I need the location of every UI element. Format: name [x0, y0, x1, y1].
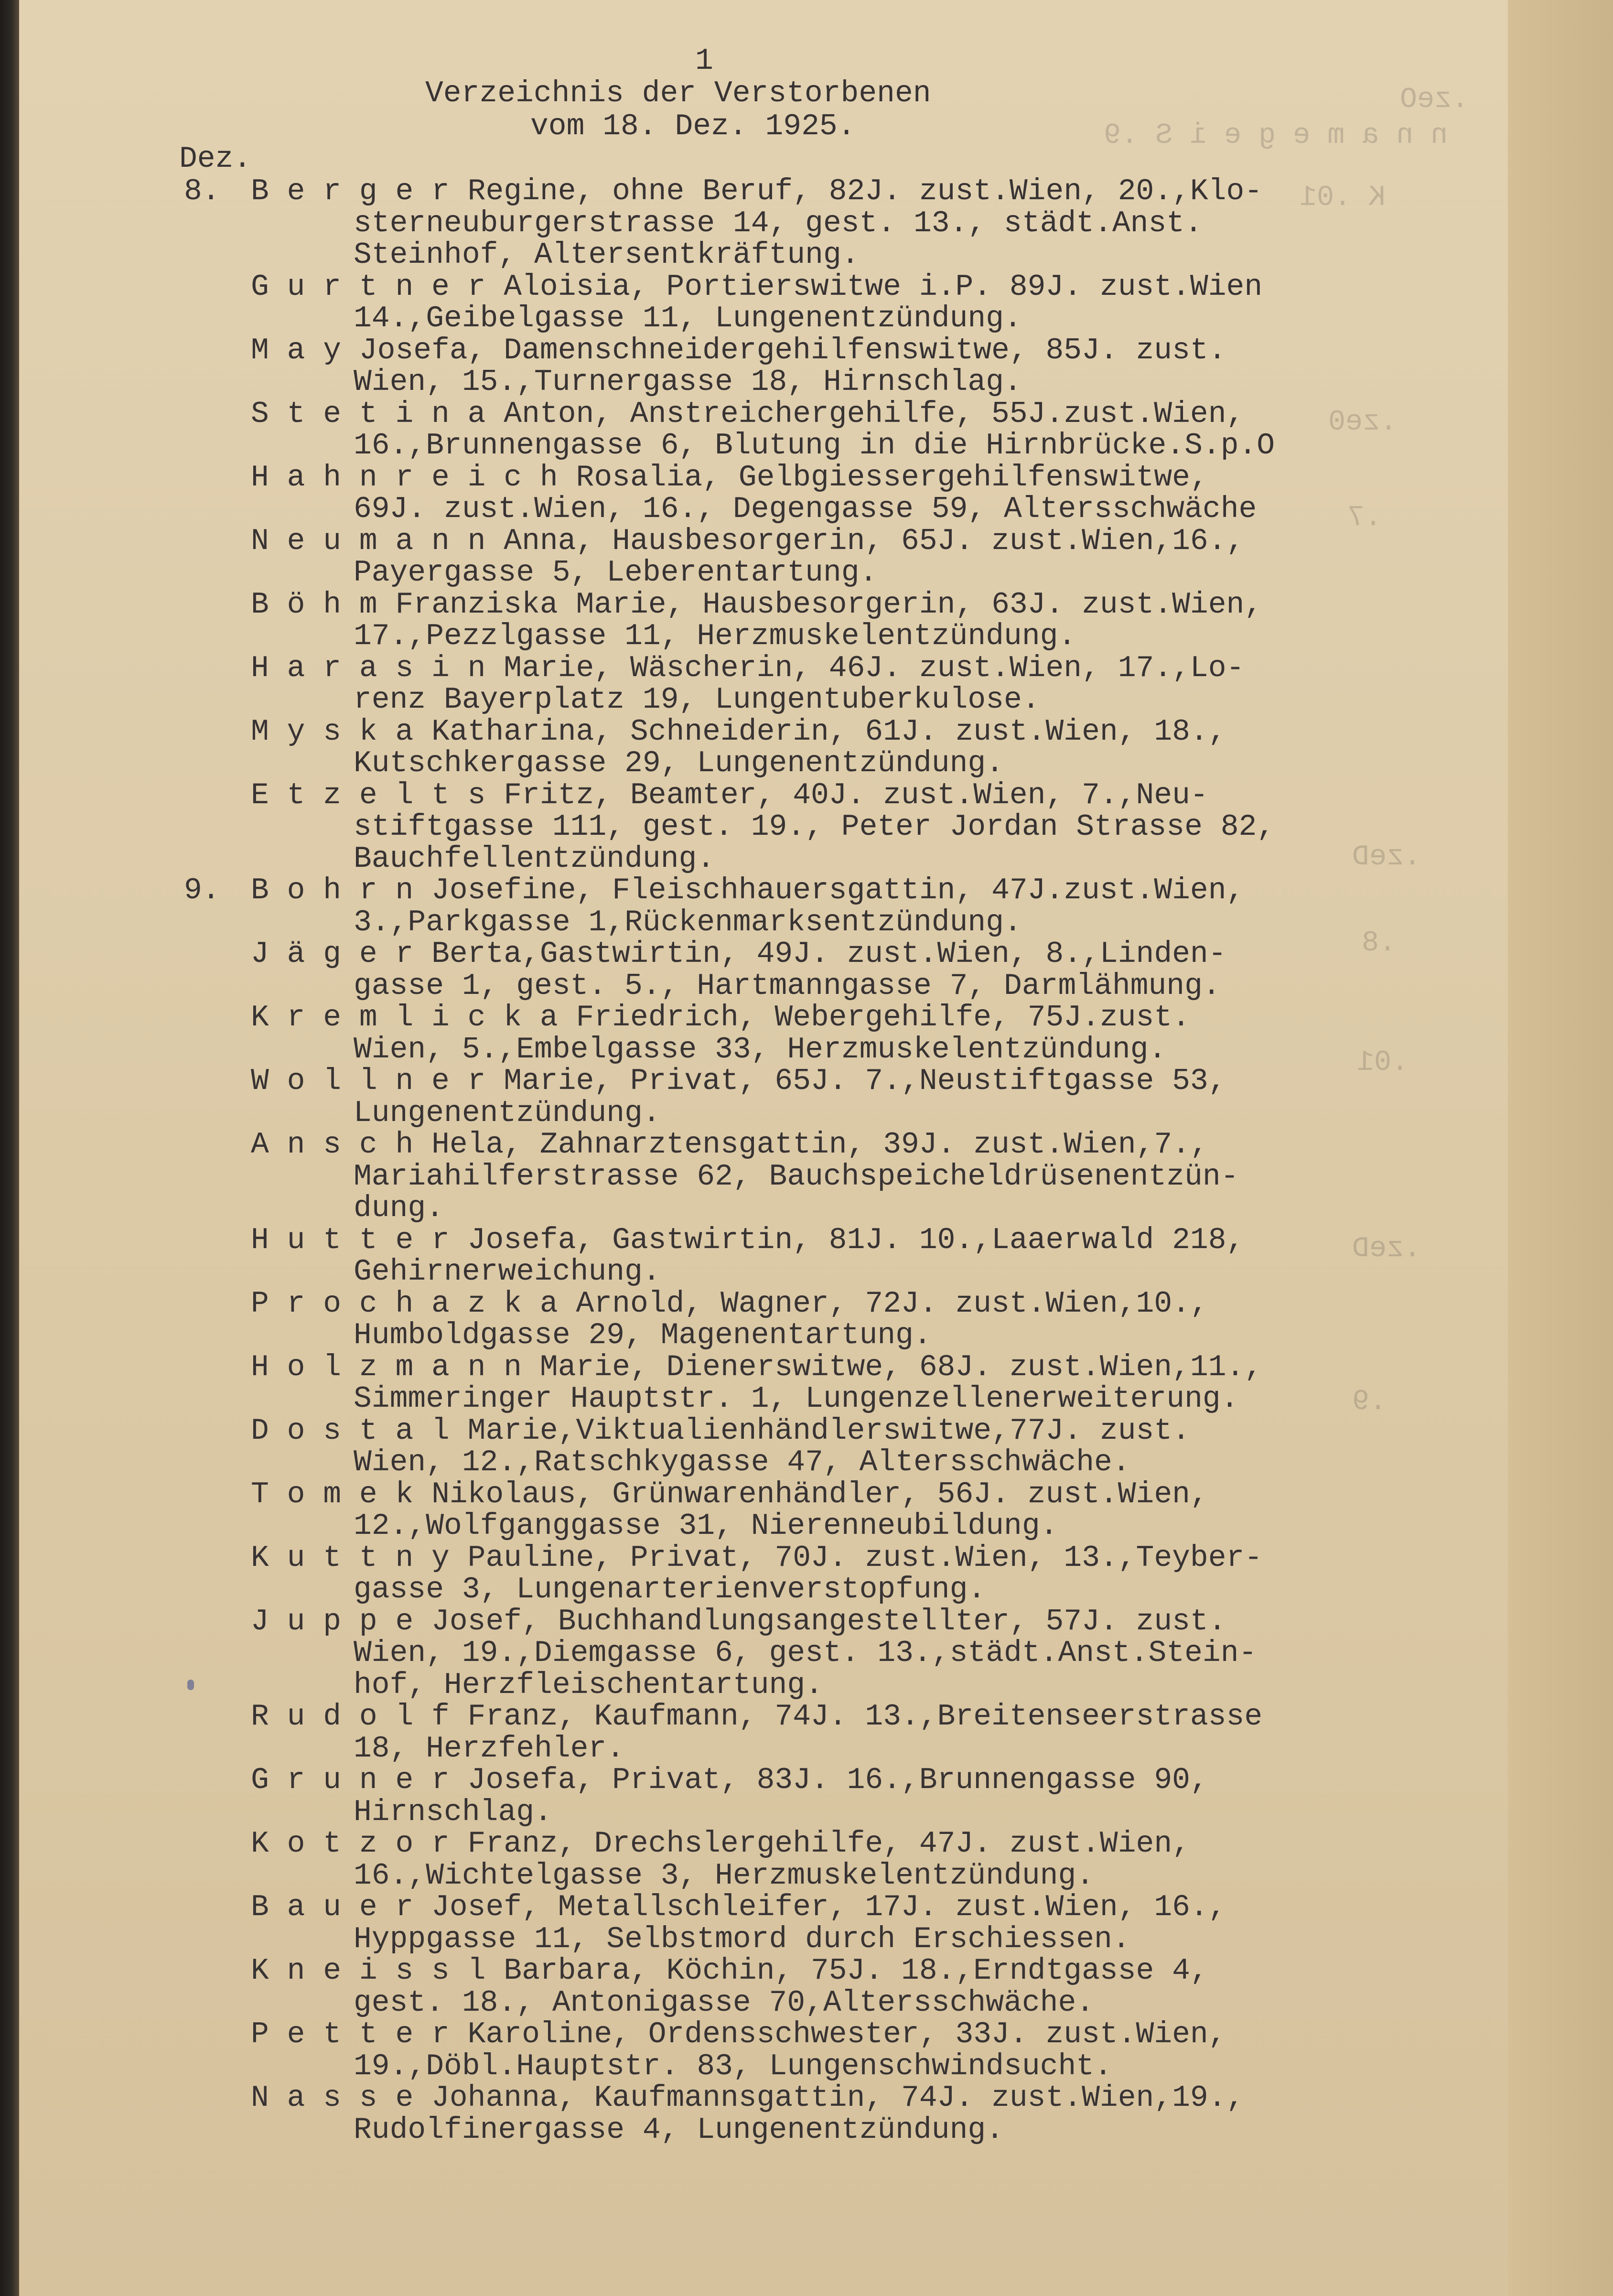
entry-first-line	[251, 2082, 1244, 2114]
entry-details: Josef, Buchhandlungsangestellter, 57J. zust.	[413, 1604, 1226, 1638]
show-through-mark: .zeO	[1400, 84, 1469, 116]
entry-first-line	[251, 1002, 1190, 1034]
entry-first-line	[251, 1606, 1226, 1638]
entry-continuation-line: Wien, 5.,Embelgasse 33, Herzmuskelentzündung.	[354, 1032, 1167, 1067]
entry-surname: B a u e r	[251, 1890, 414, 1924]
entry-continuation-line: gasse 1, gest. 5., Hartmanngasse 7, Darmlähmung.	[354, 969, 1221, 1003]
entry-continuation-line: 16.,Wichtelgasse 3, Herzmuskelentzündung.	[354, 1858, 1095, 1893]
entry-surname: R u d o l f	[251, 1700, 450, 1734]
entry-details: Rosalia, Gelbgiessergehilfenswitwe,	[558, 460, 1208, 495]
entry-details: Johanna, Kaufmannsgattin, 74J. zust.Wien,19.,	[413, 2081, 1245, 2115]
entry-continuation-line: stiftgasse 111, gest. 19., Peter Jordan Strasse 82,	[354, 810, 1275, 844]
show-through-mark: n n a m e g e i S .9	[1104, 119, 1448, 152]
entry-first-line	[251, 938, 1226, 970]
entry-details: Barbara, Köchin, 75J. 18.,Erndtgasse 4,	[485, 1954, 1208, 1988]
entry-first-line	[251, 176, 1262, 208]
entry-details: Arnold, Wagner, 72J. zust.Wien,10.,	[558, 1286, 1208, 1321]
entry-first-line	[251, 1765, 1208, 1797]
entry-surname: P r o c h a z k a	[251, 1286, 558, 1321]
entry-details: Franziska Marie, Hausbesorgerin, 63J. zust.Wien,	[377, 587, 1263, 622]
entry-continuation-line: Simmeringer Hauptstr. 1, Lungenzellenerweiterung.	[354, 1382, 1239, 1416]
entry-first-line	[251, 716, 1226, 748]
show-through-mark: .ze0	[1328, 406, 1398, 439]
entry-first-line	[251, 1479, 1208, 1511]
entry-surname: A n s c h	[251, 1128, 414, 1162]
entry-continuation-line: Hyppgasse 11, Selbstmord durch Erschiessen.	[354, 1922, 1130, 1956]
entry-continuation-line: Wien, 15.,Turnergasse 18, Hirnschlag.	[354, 365, 1022, 399]
entry-details: Fritz, Beamter, 40J. zust.Wien, 7.,Neu-	[485, 778, 1208, 812]
entry-details: Josefa, Gastwirtin, 81J. 10.,Laaerwald 218,	[449, 1223, 1245, 1257]
entry-surname: N a s s e	[251, 2081, 414, 2115]
entry-surname: H a h n r e i c h	[251, 460, 558, 495]
entry-continuation-line: Steinhof, Altersentkräftung.	[354, 238, 860, 272]
entry-first-line	[251, 1415, 1190, 1447]
entry-continuation-line: Humboldgasse 29, Magenentartung.	[354, 1318, 932, 1352]
entry-surname: M y s k a	[251, 714, 414, 749]
entry-surname: J ä g e r	[251, 937, 414, 971]
entry-surname: H o l z m a n n	[251, 1350, 522, 1384]
entry-continuation-line: Bauchfellentzündung.	[354, 841, 715, 876]
entry-details: Anna, Hausbesorgerin, 65J. zust.Wien,16.,	[485, 524, 1245, 558]
entry-surname: G u r t n e r	[251, 269, 486, 304]
entry-surname: M a y	[251, 333, 342, 367]
typed-document	[19, 0, 1510, 2296]
entry-surname: K o t z o r	[251, 1827, 450, 1861]
entry-details: Josefine, Fleischhauersgattin, 47J.zust.Wien,	[413, 873, 1245, 907]
entry-continuation-line: 14.,Geibelgasse 11, Lungenentzündung.	[354, 302, 1022, 335]
entry-first-line	[251, 335, 1226, 367]
entry-details: Marie, Dienerswitwe, 68J. zust.Wien,11.,	[522, 1350, 1263, 1384]
entry-surname: K n e i s s l	[251, 1954, 486, 1988]
entry-continuation-line: Lungenentzündung.	[354, 1096, 661, 1130]
month-heading: Dez.	[179, 142, 252, 176]
entry-first-line	[251, 589, 1262, 621]
entry-first-line	[251, 2019, 1226, 2051]
entry-details: Franz, Kaufmann, 74J. 13.,Breitenseerstrasse	[449, 1700, 1263, 1734]
entry-details: Hela, Zahnarztensgattin, 39J. zust.Wien,7.,	[413, 1128, 1208, 1162]
entry-details: Katharina, Schneiderin, 61J. zust.Wien, 18.,	[413, 714, 1226, 749]
entry-first-line	[251, 271, 1262, 303]
entry-surname: W o l l n e r	[251, 1064, 486, 1098]
entry-continuation-line: sterneuburgerstrasse 14, gest. 13., städt.Anst.	[354, 206, 1203, 240]
entry-details: Marie,Viktualienhändlerswitwe,77J. zust.	[449, 1413, 1190, 1448]
show-through-mark: .7	[1347, 502, 1382, 534]
book-binding	[0, 0, 19, 2296]
entry-day: 9.	[184, 873, 220, 907]
entry-surname: K u t t n y	[251, 1541, 450, 1575]
show-through-mark: .9	[1352, 1386, 1387, 1418]
entry-details: Franz, Drechslergehilfe, 47J. zust.Wien,	[449, 1827, 1190, 1861]
entry-details: Aloisia, Portierswitwe i.P. 89J. zust.Wien	[485, 269, 1263, 304]
show-through-mark: .01	[1357, 1046, 1409, 1079]
entry-continuation-line: Rudolfinergasse 4, Lungenentzündung.	[354, 2113, 1004, 2147]
entry-first-line	[251, 1129, 1208, 1161]
entry-continuation-line: gest. 18., Antonigasse 70,Altersschwäche.	[354, 1985, 1095, 2020]
entry-surname: K r e m l i c k a	[251, 1001, 558, 1035]
entry-surname: B ö h m	[251, 587, 377, 622]
document-title: Verzeichnis der Verstorbenen	[425, 76, 931, 110]
entry-continuation-line: 18, Herzfehler.	[354, 1731, 625, 1766]
entry-first-line	[251, 1225, 1244, 1257]
entry-details: Friedrich, Webergehilfe, 75J.zust.	[558, 1001, 1190, 1035]
entry-continuation-line: Payergasse 5, Leberentartung.	[354, 556, 878, 590]
show-through-mark: .zeD	[1352, 841, 1421, 873]
entry-first-line	[251, 653, 1244, 685]
entry-first-line	[251, 399, 1244, 431]
entry-first-line	[251, 875, 1244, 907]
entry-day: 8.	[184, 174, 220, 208]
entry-continuation-line: 69J. zust.Wien, 16., Degengasse 59, Altersschwäche	[354, 492, 1257, 526]
show-through-mark: K .01	[1300, 182, 1386, 214]
entry-details: Regine, ohne Beruf, 82J. zust.Wien, 20.,Klo-	[449, 174, 1263, 208]
show-through-mark: .8	[1362, 927, 1397, 959]
show-through-mark: .zeD	[1352, 1233, 1421, 1265]
entry-first-line	[251, 1352, 1262, 1384]
entry-details: Karoline, Ordensschwester, 33J. zust.Wien,	[449, 2017, 1226, 2051]
entry-details: Josefa, Damenschneidergehilfenswitwe, 85J. zust.	[341, 333, 1226, 367]
entry-surname: S t e t i n a	[251, 397, 486, 431]
entry-first-line	[251, 1828, 1190, 1860]
entry-details: Josefa, Privat, 83J. 16.,Brunnengasse 90,	[449, 1763, 1208, 1797]
entry-continuation-line: gasse 3, Lungenarterienverstopfung.	[354, 1573, 986, 1606]
entry-first-line	[251, 1892, 1226, 1924]
entry-surname: P e t t e r	[251, 2017, 450, 2051]
entry-surname: E t z e l t s	[251, 778, 486, 812]
entry-continuation-line: Mariahilferstrasse 62, Bauchspeicheldrüsenentzün-	[354, 1159, 1239, 1194]
entry-first-line	[251, 1288, 1208, 1320]
entry-first-line	[251, 1701, 1262, 1733]
entry-first-line	[251, 780, 1208, 812]
entry-continuation-line: 19.,Döbl.Hauptstr. 83, Lungenschwindsucht.	[354, 2049, 1112, 2083]
entry-surname: B o h r n	[251, 873, 414, 907]
entry-details: Josef, Metallschleifer, 17J. zust.Wien, 16.,	[413, 1890, 1226, 1924]
facing-page-edge	[1508, 0, 1613, 2296]
entry-details: Marie, Privat, 65J. 7.,Neustiftgasse 53,	[485, 1064, 1226, 1098]
entry-surname: H a r a s i n	[251, 651, 486, 685]
entry-continuation-line: dung.	[354, 1191, 444, 1225]
entry-details: Anton, Anstreichergehilfe, 55J.zust.Wien,	[485, 397, 1245, 431]
entry-details: Berta,Gastwirtin, 49J. zust.Wien, 8.,Linden-	[413, 937, 1226, 971]
entry-first-line	[251, 1955, 1208, 1987]
entry-surname: B e r g e r	[251, 174, 450, 208]
document-date: vom 18. Dez. 1925.	[530, 109, 856, 143]
entry-first-line	[251, 1066, 1226, 1098]
entry-continuation-line: Hirnschlag.	[354, 1795, 552, 1829]
entry-surname: H u t t e r	[251, 1223, 450, 1257]
entry-first-line	[251, 1542, 1262, 1574]
entry-surname: N e u m a n n	[251, 524, 486, 558]
entry-surname: D o s t a l	[251, 1413, 450, 1448]
entry-continuation-line: 12.,Wolfganggasse 31, Nierenneubildung.	[354, 1509, 1058, 1543]
entry-details: Nikolaus, Grünwarenhändler, 56J. zust.Wien,	[413, 1477, 1208, 1511]
entry-continuation-line: Kutschkergasse 29, Lungenentzündung.	[354, 746, 1004, 780]
entry-continuation-line: Wien, 19.,Diemgasse 6, gest. 13.,städt.Anst.Stein-	[354, 1636, 1257, 1670]
entry-continuation-line: hof, Herzfleischentartung.	[354, 1668, 823, 1702]
entry-continuation-line: renz Bayerplatz 19, Lungentuberkulose.	[354, 683, 1040, 717]
entry-continuation-line: 16.,Brunnengasse 6, Blutung in die Hirnbrücke.S.p.O	[354, 429, 1275, 463]
entry-first-line	[251, 462, 1208, 494]
entry-details: Marie, Wäscherin, 46J. zust.Wien, 17.,Lo-	[485, 651, 1245, 685]
page-number: 1	[695, 44, 713, 78]
entry-continuation-line: Gehirnerweichung.	[354, 1255, 661, 1289]
entry-continuation-line: 3.,Parkgasse 1,Rückenmarksentzündung.	[354, 905, 1022, 939]
entry-first-line	[251, 526, 1244, 558]
entry-continuation-line: 17.,Pezzlgasse 11, Herzmuskelentzündung.	[354, 619, 1076, 653]
entry-surname: J u p p e	[251, 1604, 414, 1638]
entry-continuation-line: Wien, 12.,Ratschkygasse 47, Altersschwäche.	[354, 1445, 1130, 1479]
entry-surname: G r u n e r	[251, 1763, 450, 1797]
entry-details: Pauline, Privat, 70J. zust.Wien, 13.,Teyber-	[449, 1541, 1263, 1575]
entry-surname: T o m e k	[251, 1477, 414, 1511]
